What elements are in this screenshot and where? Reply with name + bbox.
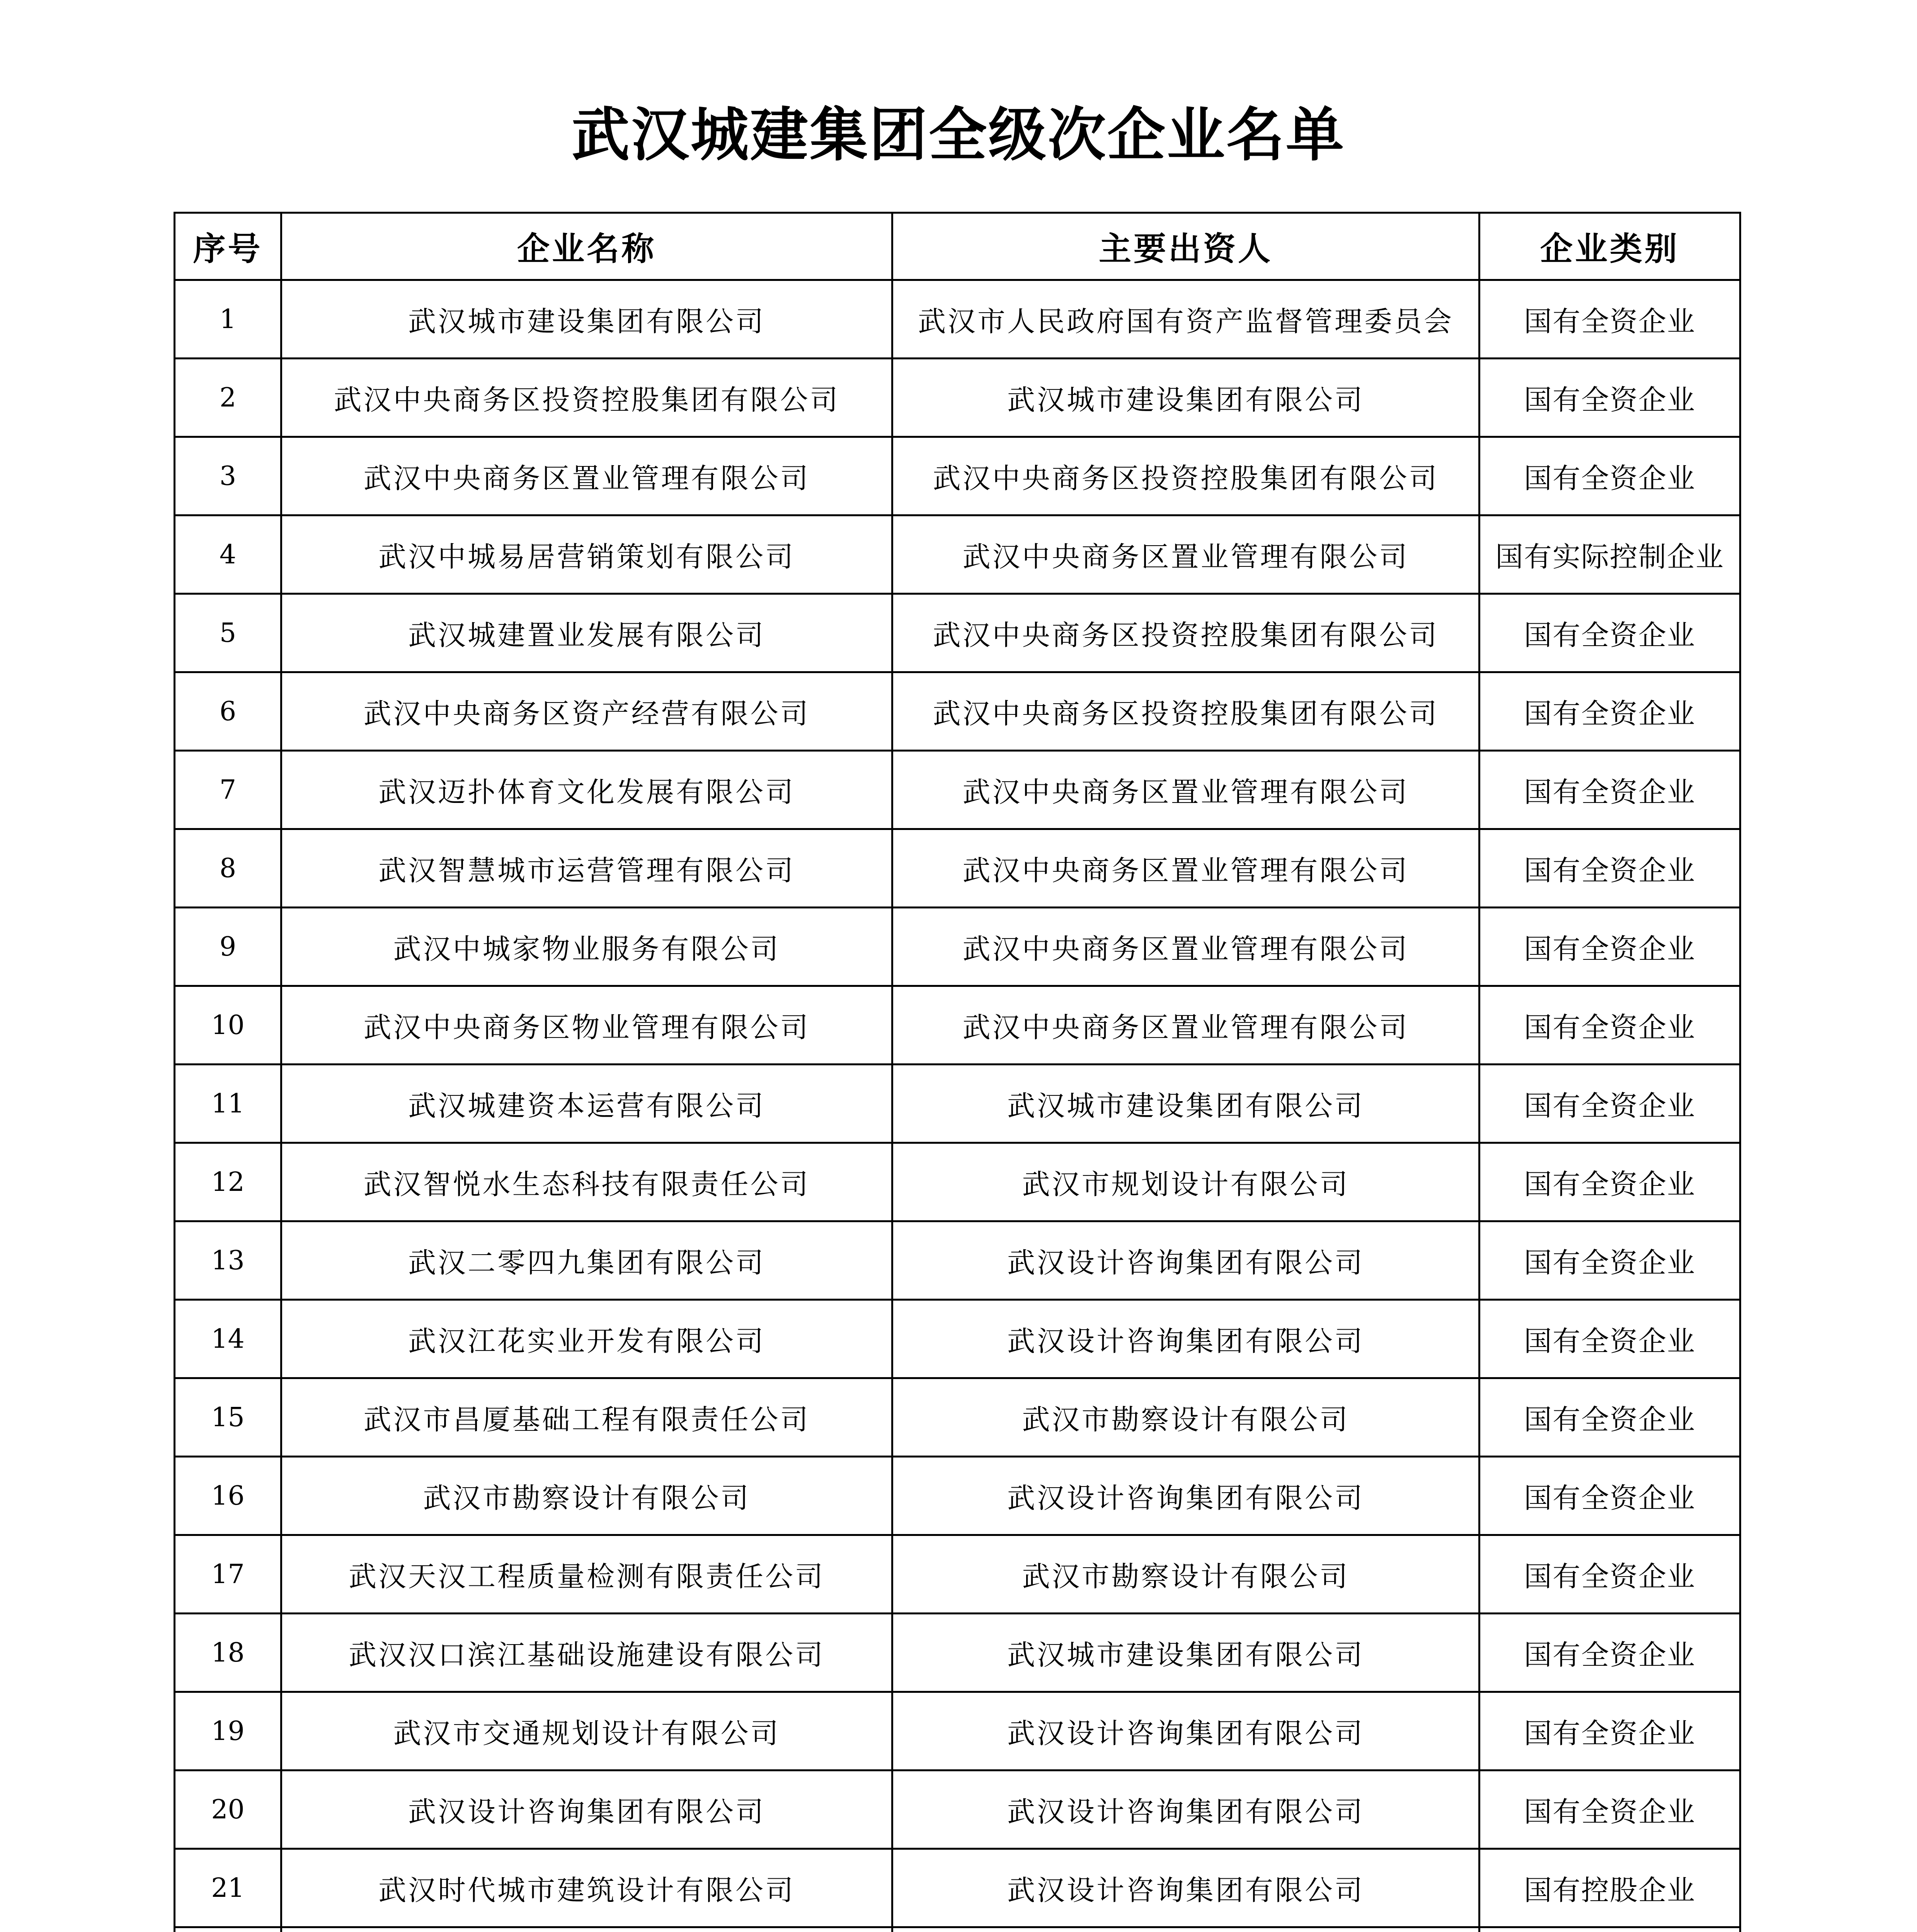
- cell-main-investor: 武汉城市建设集团有限公司: [892, 359, 1479, 437]
- cell-main-investor: 武汉城市建设集团有限公司: [892, 1614, 1479, 1692]
- cell-main-investor: 武汉中央商务区置业管理有限公司: [892, 751, 1479, 829]
- table-row: [175, 515, 1740, 594]
- cell-enterprise-name: 武汉城市建设集团有限公司: [281, 280, 892, 359]
- cell-main-investor: 武汉城市建设集团有限公司: [892, 1065, 1479, 1143]
- cell-serial-number: 10: [175, 986, 281, 1065]
- column-header-no: 序号: [175, 213, 281, 280]
- cell-enterprise-type: 国有全资企业: [1479, 908, 1740, 986]
- table-row: [175, 1221, 1740, 1300]
- cell-main-investor: 武汉中央商务区置业管理有限公司: [892, 908, 1479, 986]
- cell-enterprise-name: 武汉中央商务区投资控股集团有限公司: [281, 359, 892, 437]
- cell-enterprise-type: 国有控股企业: [1479, 1849, 1740, 1927]
- table-row: [175, 1300, 1740, 1378]
- cell-main-investor: 武汉中央商务区置业管理有限公司: [892, 515, 1479, 594]
- cell-serial-number: 4: [175, 515, 281, 594]
- cell-serial-number: 15: [175, 1378, 281, 1457]
- cell-enterprise-name: 武汉中央商务区物业管理有限公司: [281, 986, 892, 1065]
- cell-enterprise-type: 国有全资企业: [1479, 1457, 1740, 1535]
- cell-enterprise-type: 国有全资企业: [1479, 1143, 1740, 1221]
- table-row: [175, 280, 1740, 359]
- cell-enterprise-name: 武汉中央商务区资产经营有限公司: [281, 672, 892, 751]
- cell-serial-number: 19: [175, 1692, 281, 1770]
- table-row: [175, 1065, 1740, 1143]
- cell-enterprise-name: 武汉江花实业开发有限公司: [281, 1300, 892, 1378]
- table-row: [175, 359, 1740, 437]
- cell-enterprise-name: [281, 1927, 892, 1932]
- table-row: [175, 829, 1740, 908]
- cell-main-investor: 武汉设计咨询集团有限公司: [892, 1221, 1479, 1300]
- cell-enterprise-name: 武汉智悦水生态科技有限责任公司: [281, 1143, 892, 1221]
- cell-serial-number: 7: [175, 751, 281, 829]
- cell-serial-number: 14: [175, 1300, 281, 1378]
- column-header-name: 企业名称: [281, 213, 892, 280]
- enterprise-table: [174, 212, 1741, 1932]
- table-row: [175, 1378, 1740, 1457]
- cell-enterprise-type: 国有全资企业: [1479, 1535, 1740, 1614]
- cell-enterprise-name: 武汉市昌厦基础工程有限责任公司: [281, 1378, 892, 1457]
- cell-main-investor: 武汉设计咨询集团有限公司: [892, 1770, 1479, 1849]
- column-header-type: 企业类别: [1479, 213, 1740, 280]
- cell-enterprise-type: [1479, 1927, 1740, 1932]
- column-header-investor: 主要出资人: [892, 213, 1479, 280]
- cell-serial-number: 13: [175, 1221, 281, 1300]
- table-body: [175, 280, 1740, 1932]
- cell-enterprise-type: 国有全资企业: [1479, 359, 1740, 437]
- cell-enterprise-type: 国有全资企业: [1479, 1770, 1740, 1849]
- cell-enterprise-name: 武汉城建资本运营有限公司: [281, 1065, 892, 1143]
- table-row: [175, 1692, 1740, 1770]
- cell-enterprise-name: 武汉市勘察设计有限公司: [281, 1457, 892, 1535]
- table-row: [175, 751, 1740, 829]
- cell-serial-number: 18: [175, 1614, 281, 1692]
- page-title: 武汉城建集团全级次企业名单: [571, 102, 1345, 169]
- cell-enterprise-name: 武汉设计咨询集团有限公司: [281, 1770, 892, 1849]
- table-row: [175, 1614, 1740, 1692]
- table-row: [175, 672, 1740, 751]
- cell-serial-number: 3: [175, 437, 281, 515]
- cell-enterprise-name: 武汉中央商务区置业管理有限公司: [281, 437, 892, 515]
- cell-main-investor: 武汉中央商务区投资控股集团有限公司: [892, 594, 1479, 672]
- cell-main-investor: 武汉市勘察设计有限公司: [892, 1535, 1479, 1614]
- cell-main-investor: [892, 1927, 1479, 1932]
- cell-enterprise-name: 武汉时代城市建筑设计有限公司: [281, 1849, 892, 1927]
- cell-enterprise-type: 国有全资企业: [1479, 829, 1740, 908]
- table-row: [175, 1143, 1740, 1221]
- cell-serial-number: 2: [175, 359, 281, 437]
- cell-enterprise-type: 国有全资企业: [1479, 437, 1740, 515]
- cell-main-investor: 武汉中央商务区置业管理有限公司: [892, 986, 1479, 1065]
- cell-main-investor: 武汉设计咨询集团有限公司: [892, 1849, 1479, 1927]
- cell-main-investor: 武汉设计咨询集团有限公司: [892, 1692, 1479, 1770]
- cell-main-investor: 武汉市人民政府国有资产监督管理委员会: [892, 280, 1479, 359]
- table-row: [175, 1457, 1740, 1535]
- table-header-row: [175, 213, 1740, 280]
- table-row: [175, 594, 1740, 672]
- cell-enterprise-type: 国有全资企业: [1479, 1065, 1740, 1143]
- cell-enterprise-type: 国有实际控制企业: [1479, 515, 1740, 594]
- cell-enterprise-name: 武汉中城易居营销策划有限公司: [281, 515, 892, 594]
- table-row: [175, 1770, 1740, 1849]
- table-row: [175, 986, 1740, 1065]
- cell-serial-number: 21: [175, 1849, 281, 1927]
- cell-enterprise-type: 国有全资企业: [1479, 986, 1740, 1065]
- table-row: [175, 1927, 1740, 1932]
- table-row: [175, 1535, 1740, 1614]
- cell-enterprise-type: 国有全资企业: [1479, 672, 1740, 751]
- cell-main-investor: 武汉中央商务区投资控股集团有限公司: [892, 672, 1479, 751]
- cell-enterprise-name: 武汉智慧城市运营管理有限公司: [281, 829, 892, 908]
- cell-enterprise-type: 国有全资企业: [1479, 1221, 1740, 1300]
- cell-enterprise-name: 武汉市交通规划设计有限公司: [281, 1692, 892, 1770]
- cell-main-investor: 武汉设计咨询集团有限公司: [892, 1457, 1479, 1535]
- table-row: [175, 437, 1740, 515]
- cell-main-investor: 武汉中央商务区投资控股集团有限公司: [892, 437, 1479, 515]
- cell-enterprise-name: 武汉汉口滨江基础设施建设有限公司: [281, 1614, 892, 1692]
- cell-serial-number: 11: [175, 1065, 281, 1143]
- cell-enterprise-type: 国有全资企业: [1479, 1378, 1740, 1457]
- cell-serial-number: [175, 1927, 281, 1932]
- cell-enterprise-type: 国有全资企业: [1479, 280, 1740, 359]
- cell-enterprise-name: 武汉迈扑体育文化发展有限公司: [281, 751, 892, 829]
- cell-serial-number: 20: [175, 1770, 281, 1849]
- cell-enterprise-name: 武汉中城家物业服务有限公司: [281, 908, 892, 986]
- cell-enterprise-type: 国有全资企业: [1479, 1692, 1740, 1770]
- cell-serial-number: 17: [175, 1535, 281, 1614]
- cell-serial-number: 5: [175, 594, 281, 672]
- table-row: [175, 908, 1740, 986]
- cell-serial-number: 12: [175, 1143, 281, 1221]
- cell-enterprise-name: 武汉天汉工程质量检测有限责任公司: [281, 1535, 892, 1614]
- cell-enterprise-name: 武汉城建置业发展有限公司: [281, 594, 892, 672]
- cell-enterprise-type: 国有全资企业: [1479, 594, 1740, 672]
- cell-serial-number: 16: [175, 1457, 281, 1535]
- cell-main-investor: 武汉市勘察设计有限公司: [892, 1378, 1479, 1457]
- cell-enterprise-type: 国有全资企业: [1479, 1614, 1740, 1692]
- cell-enterprise-type: 国有全资企业: [1479, 751, 1740, 829]
- table-row: [175, 1849, 1740, 1927]
- cell-enterprise-type: 国有全资企业: [1479, 1300, 1740, 1378]
- cell-main-investor: 武汉中央商务区置业管理有限公司: [892, 829, 1479, 908]
- cell-serial-number: 8: [175, 829, 281, 908]
- cell-main-investor: 武汉设计咨询集团有限公司: [892, 1300, 1479, 1378]
- cell-serial-number: 1: [175, 280, 281, 359]
- cell-main-investor: 武汉市规划设计有限公司: [892, 1143, 1479, 1221]
- cell-serial-number: 6: [175, 672, 281, 751]
- cell-serial-number: 9: [175, 908, 281, 986]
- cell-enterprise-name: 武汉二零四九集团有限公司: [281, 1221, 892, 1300]
